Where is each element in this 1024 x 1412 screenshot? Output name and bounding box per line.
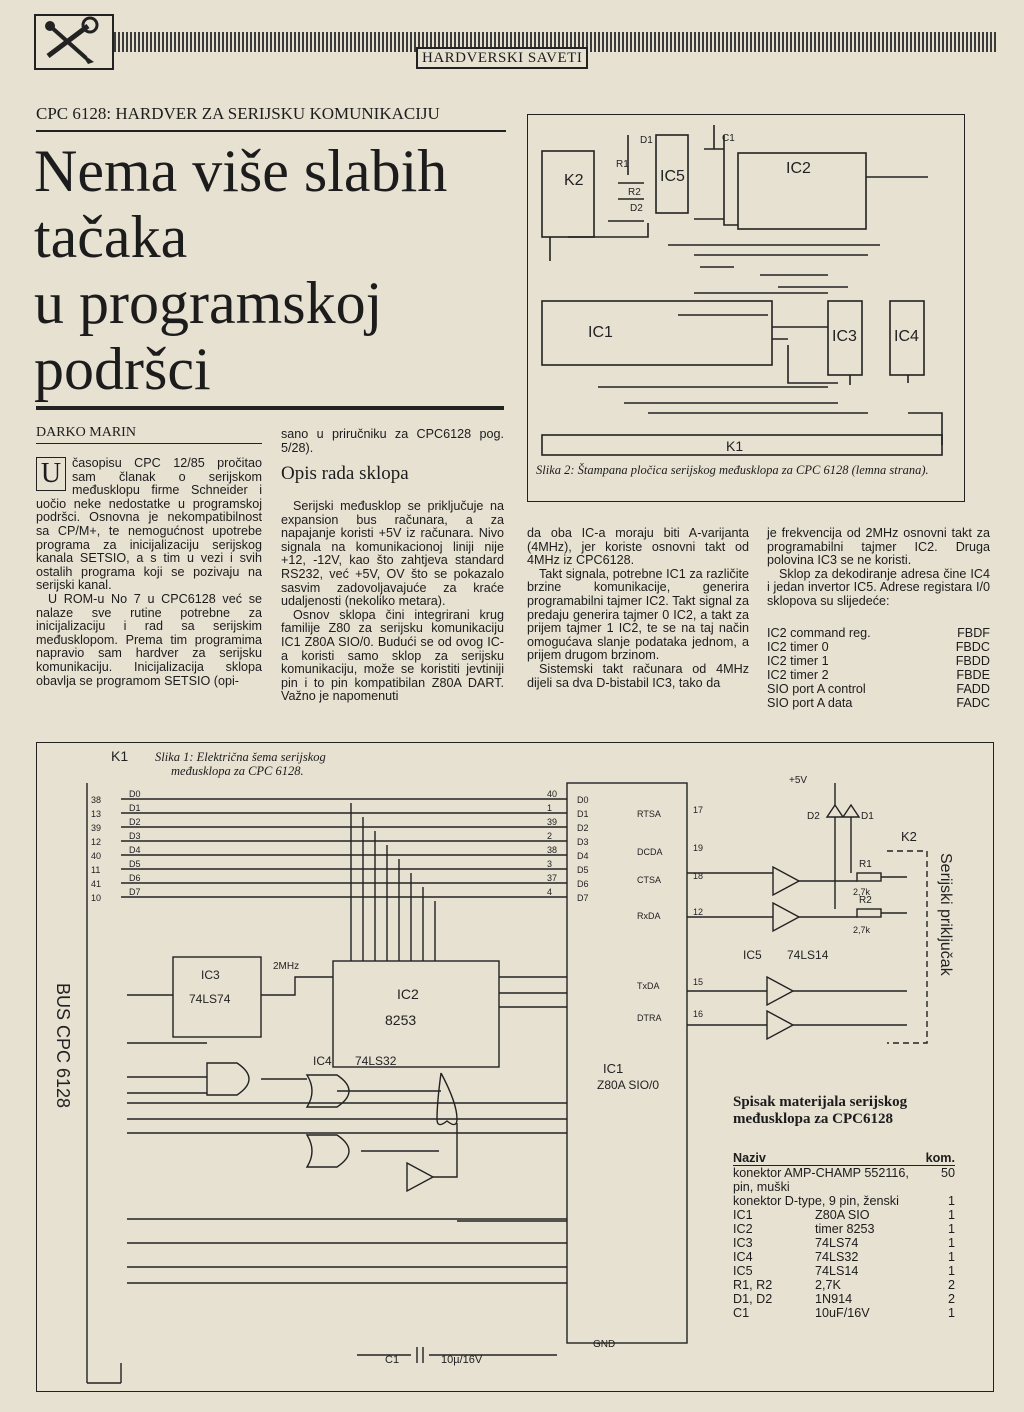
address-row: IC2 timer 0 FBDC xyxy=(767,640,990,654)
or-gate xyxy=(207,1063,249,1095)
ic1-pin-signal: D3 xyxy=(577,837,589,847)
figure-1-caption: Slika 1: Električna šema serijskog međusklopa za CPC 6128. xyxy=(155,750,326,778)
ic1-pin-number: 37 xyxy=(547,873,558,883)
part-value: timer 8253 xyxy=(815,1222,875,1236)
resistor-r2 xyxy=(857,909,881,917)
ic3-label: IC3 xyxy=(832,328,857,345)
part-qty: 1 xyxy=(947,1222,955,1236)
ic4-type: 74LS32 xyxy=(355,1054,397,1068)
ic1-pin-number: 17 xyxy=(693,805,704,815)
ic1-left-pin-group xyxy=(547,789,589,903)
ic1-pin-signal: D2 xyxy=(577,823,589,833)
ic1-pin-number: 38 xyxy=(547,845,558,855)
r2-label: R2 xyxy=(859,895,872,906)
part-qty: 2 xyxy=(947,1292,955,1306)
address-row: SIO port A data FADC xyxy=(767,696,990,710)
k1-signal-label: D2 xyxy=(129,817,141,827)
ic1-pin-number: 18 xyxy=(693,871,704,881)
c1-value: 10µ/16V xyxy=(441,1354,483,1366)
title-line: podršci xyxy=(34,336,211,402)
ic1-pin-number: 15 xyxy=(693,977,704,987)
ic1-pin-number: 3 xyxy=(547,859,553,869)
part-qty: 1 xyxy=(947,1250,955,1264)
k1-pin-number: 13 xyxy=(91,809,102,819)
r2-label: R2 xyxy=(628,187,641,198)
ic1-pin-number: 40 xyxy=(547,789,558,799)
k1-pin-number: 12 xyxy=(91,837,102,847)
part-qty: 1 xyxy=(947,1194,955,1208)
k2-connector xyxy=(542,151,594,237)
part-qty: 50 xyxy=(940,1166,955,1180)
ic5-label: IC5 xyxy=(660,168,685,185)
k1-signal-label: D5 xyxy=(129,859,141,869)
paragraph: Serijski međusklop se priključuje na expansion bus računara, a za napajanje koristi +5V iz računara. Nivo signala na komunikacionoj liniji nije +12, -12V, kao što zahtjeva standard RS232, već +5V, OV što se pokazalo sasvim zadovoljavajuće za kraće udaljenosti (nekoliko metara). xyxy=(281,499,504,609)
ic1-pin-signal: D1 xyxy=(577,809,589,819)
body-column-1 xyxy=(36,457,262,688)
ic1-chip xyxy=(542,301,772,365)
ic3-type: 74LS74 xyxy=(189,992,231,1006)
r1-value: 2,7k xyxy=(853,887,871,897)
serial-label: Serijski priključak xyxy=(937,853,954,976)
paragraph: U časopisu CPC 12/85 pročitao sam članak o serijskom međusklopu firme Schneider i uočio neke nedostatke u programskoj podršci. Osnovna je nekompatibilnost sa CP/M+, te nemogućnost upotrebe programa za inicijalizaciju serijskog kanala SETSIO, a s tim u vezi i svih ostalih programa koji se pozivaju na serijski kanal. xyxy=(36,456,262,593)
k1-label: K1 xyxy=(111,748,129,764)
divider xyxy=(36,406,504,410)
k1-pin-number: 39 xyxy=(91,823,102,833)
part-qty xyxy=(937,1180,955,1194)
r2-value: 2,7k xyxy=(853,925,871,935)
d1-label: D1 xyxy=(861,811,874,822)
ic3-label: IC3 xyxy=(201,968,220,982)
address-row: IC2 command reg. FBDF xyxy=(767,626,990,640)
k2-label: K2 xyxy=(901,829,917,844)
title-line: u programskoj xyxy=(34,270,383,336)
ic4-label: IC4 xyxy=(313,1054,332,1068)
ic1-pin-signal: D0 xyxy=(577,795,589,805)
part-value: Z80A SIO xyxy=(815,1208,870,1222)
body-column-2-top xyxy=(281,428,504,455)
ic1-pin-number: 16 xyxy=(693,1009,704,1019)
part-value: 74LS14 xyxy=(815,1264,859,1278)
part-qty: 1 xyxy=(947,1208,955,1222)
supply-label: +5V xyxy=(789,775,808,786)
parts-list-title: Spisak materijala serijskog međusklopa za CPC6128 xyxy=(733,1094,908,1127)
address-row: SIO port A control FADD xyxy=(767,682,990,696)
parts-row xyxy=(733,1250,955,1264)
k1-signal-label: D3 xyxy=(129,831,141,841)
body-column-2 xyxy=(281,500,504,704)
pcb-diagram xyxy=(528,115,964,501)
ic1-label: IC1 xyxy=(588,324,613,341)
part-name: IC5 xyxy=(733,1264,753,1278)
k2-bracket xyxy=(887,851,927,1043)
parts-row xyxy=(733,1166,955,1180)
k1-signal-label: D6 xyxy=(129,873,141,883)
parts-row xyxy=(733,1236,955,1250)
pcb-figure xyxy=(527,114,965,502)
ic1-pin-signal: CTSA xyxy=(637,875,662,885)
part-qty: 1 xyxy=(947,1306,955,1320)
or-gate xyxy=(437,1073,457,1125)
part-qty: 1 xyxy=(947,1264,955,1278)
paragraph: Sistemski takt računara od 4MHz dijeli sa dva D-bistabil IC3, tako da xyxy=(527,661,749,690)
drop-cap: U xyxy=(36,457,66,491)
ic5-type: 74LS14 xyxy=(787,948,829,962)
gnd-label: GND xyxy=(593,1339,616,1350)
ic1-pin-signal: D4 xyxy=(577,851,589,861)
d2-label: D2 xyxy=(630,203,643,214)
paragraph: Osnov sklopa čini integrirani krug familije Z80 za serijsku komunikaciju IC1 Z80A SIO/0. Budući se od ovog IC-a koristi samo sklop za serijsku komunikaciju, može se koristiti jevtiniji pin i to pin kompatibilan Z80A DART. Važno je napomenuti xyxy=(281,607,504,704)
bus-label: BUS CPC 6128 xyxy=(53,983,73,1109)
part-name: IC2 xyxy=(733,1222,753,1236)
address-table xyxy=(767,626,990,710)
author-byline: DARKO MARIN xyxy=(36,425,136,440)
parts-row xyxy=(733,1222,955,1236)
body-column-3 xyxy=(527,527,749,690)
ic1-pin-signal: TxDA xyxy=(637,981,660,991)
r1-label: R1 xyxy=(859,859,872,870)
ic1-pin-signal: D7 xyxy=(577,893,589,903)
ic1-pin-signal: D5 xyxy=(577,865,589,875)
part-name: konektor D-type, 9 pin, ženski xyxy=(733,1194,899,1208)
ic1-type: Z80A SIO/0 xyxy=(597,1078,660,1092)
section-logo xyxy=(34,14,114,70)
part-value: 74LS32 xyxy=(815,1250,859,1264)
c1-label: C1 xyxy=(385,1354,400,1366)
parts-row xyxy=(733,1292,955,1306)
parts-row xyxy=(733,1194,955,1208)
d2-label: D2 xyxy=(807,811,820,822)
part-value: 1N914 xyxy=(815,1292,853,1306)
title-line: tačaka xyxy=(34,204,188,270)
r1-label: R1 xyxy=(616,159,629,170)
d1-label: D1 xyxy=(640,135,653,146)
ic1-pin-signal: DCDA xyxy=(637,847,663,857)
part-value: 74LS74 xyxy=(815,1236,859,1250)
inverter-gate xyxy=(407,1163,433,1191)
part-name: R1, R2 xyxy=(733,1278,773,1292)
k2-label: K2 xyxy=(564,172,584,189)
part-name: konektor AMP-CHAMP 552116, xyxy=(733,1166,909,1180)
ic2-type: 8253 xyxy=(385,1012,417,1028)
parts-row xyxy=(733,1208,955,1222)
parts-row xyxy=(733,1264,955,1278)
ic1-label: IC1 xyxy=(603,1061,624,1076)
address-row: IC2 timer 2 FBDE xyxy=(767,668,990,682)
diode-pair xyxy=(827,805,859,817)
part-value: 2,7K xyxy=(815,1278,841,1292)
paragraph: da oba IC-a moraju biti A-varijanta (4MHz), jer koriste osnovni takt od 4MHz iz CPC6128. xyxy=(527,526,749,568)
article-kicker: CPC 6128: HARDVER ZA SERIJSKU KOMUNIKACIJU xyxy=(36,104,440,123)
part-name: IC3 xyxy=(733,1236,753,1250)
or-gate xyxy=(307,1135,349,1167)
pcb-traces xyxy=(550,125,942,445)
divider xyxy=(36,443,262,444)
address-row: IC2 timer 1 FBDD xyxy=(767,654,990,668)
title-line: Nema više slabih xyxy=(34,138,448,204)
ic1-pin-number: 4 xyxy=(547,887,553,897)
k1-signal-label: D0 xyxy=(129,789,141,799)
ic1-pin-signal: DTRA xyxy=(637,1013,662,1023)
k1-signal-label: D7 xyxy=(129,887,141,897)
ic1-pin-signal: RxDA xyxy=(637,911,661,921)
ic1-pin-number: 39 xyxy=(547,817,558,827)
part-qty: 1 xyxy=(947,1236,955,1250)
part-name: D1, D2 xyxy=(733,1292,773,1306)
tools-icon xyxy=(36,16,112,68)
k1-signal-label: D1 xyxy=(129,803,141,813)
ic1-pin-signal: RTSA xyxy=(637,809,661,819)
parts-row xyxy=(733,1306,955,1320)
paragraph: je frekvencija od 2MHz osnovni takt za programabilni tajmer IC2. Druga polovina IC3 se ne koristi. xyxy=(767,526,990,568)
parts-list xyxy=(733,1151,955,1320)
part-value: 10uF/16V xyxy=(815,1306,870,1320)
part-qty: 2 xyxy=(947,1278,955,1292)
k1-pin-group xyxy=(91,789,567,903)
paragraph: sano u priručniku za CPC6128 pog. 5/28). xyxy=(281,427,504,455)
ic1-pin-number: 1 xyxy=(547,803,553,813)
divider xyxy=(36,130,506,132)
part-name: IC4 xyxy=(733,1250,753,1264)
ic4-label: IC4 xyxy=(894,328,919,345)
article-title xyxy=(34,138,514,402)
k1-pin-number: 41 xyxy=(91,879,102,889)
k1-pin-number: 38 xyxy=(91,795,102,805)
subheading: Opis rada sklopa xyxy=(281,463,409,484)
part-name: IC1 xyxy=(733,1208,753,1222)
figure-2-caption: Slika 2: Štampana pločica serijskog međusklopa za CPC 6128 (lemna strana). xyxy=(536,463,929,477)
ic1-pin-number: 2 xyxy=(547,831,553,841)
part-name: C1 xyxy=(733,1306,750,1320)
parts-list-header: Naziv kom. xyxy=(733,1151,955,1165)
parts-row xyxy=(733,1180,955,1194)
clock-label: 2MHz xyxy=(273,961,300,972)
k1-pin-number: 11 xyxy=(91,865,101,875)
ic2-label: IC2 xyxy=(786,160,811,177)
ic1-pin-number: 12 xyxy=(693,907,704,917)
parts-row xyxy=(733,1278,955,1292)
ic1-pin-number: 19 xyxy=(693,843,704,853)
k1-pin-number: 10 xyxy=(91,893,102,903)
section-tag: HARDVERSKI SAVETI xyxy=(416,47,588,69)
paragraph: U ROM-u No 7 u CPC6128 već se nalaze sve rutine potrebne za inicijalizaciju i rad sa serijskim međusklopom. Prema tim programima napravio sam hardver za serijsku komunikaciju. Inicijalizacija sklopa obavlja se programom SETSIO (opi- xyxy=(36,591,262,688)
k1-pin-number: 40 xyxy=(91,851,102,861)
ic5-label: IC5 xyxy=(743,948,762,962)
k1-label: K1 xyxy=(726,438,744,454)
ic1-pin-signal: D6 xyxy=(577,879,589,889)
c1-label: C1 xyxy=(722,133,735,144)
ic1-right-pin-group xyxy=(637,805,703,1023)
paragraph: Takt signala, potrebne IC1 za različite brzine komunikacije, generira programabilni tajmer IC2. Takt signal za predaju generira tajmer 0 IC2, a takt za prijem tajmer 1 IC2, te se na taj način omogućava slanje podataka jednom, a prijem drugom brzinom. xyxy=(527,566,749,663)
part-name: pin, muški xyxy=(733,1180,790,1194)
resistor-r1 xyxy=(857,873,881,881)
paragraph: Sklop za dekodiranje adresa čine IC4 i jedan invertor IC5. Adrese registara I/0 sklopova su slijedeće: xyxy=(767,566,990,608)
body-column-4 xyxy=(767,527,990,609)
k1-signal-label: D4 xyxy=(129,845,141,855)
ic2-label: IC2 xyxy=(397,986,419,1002)
